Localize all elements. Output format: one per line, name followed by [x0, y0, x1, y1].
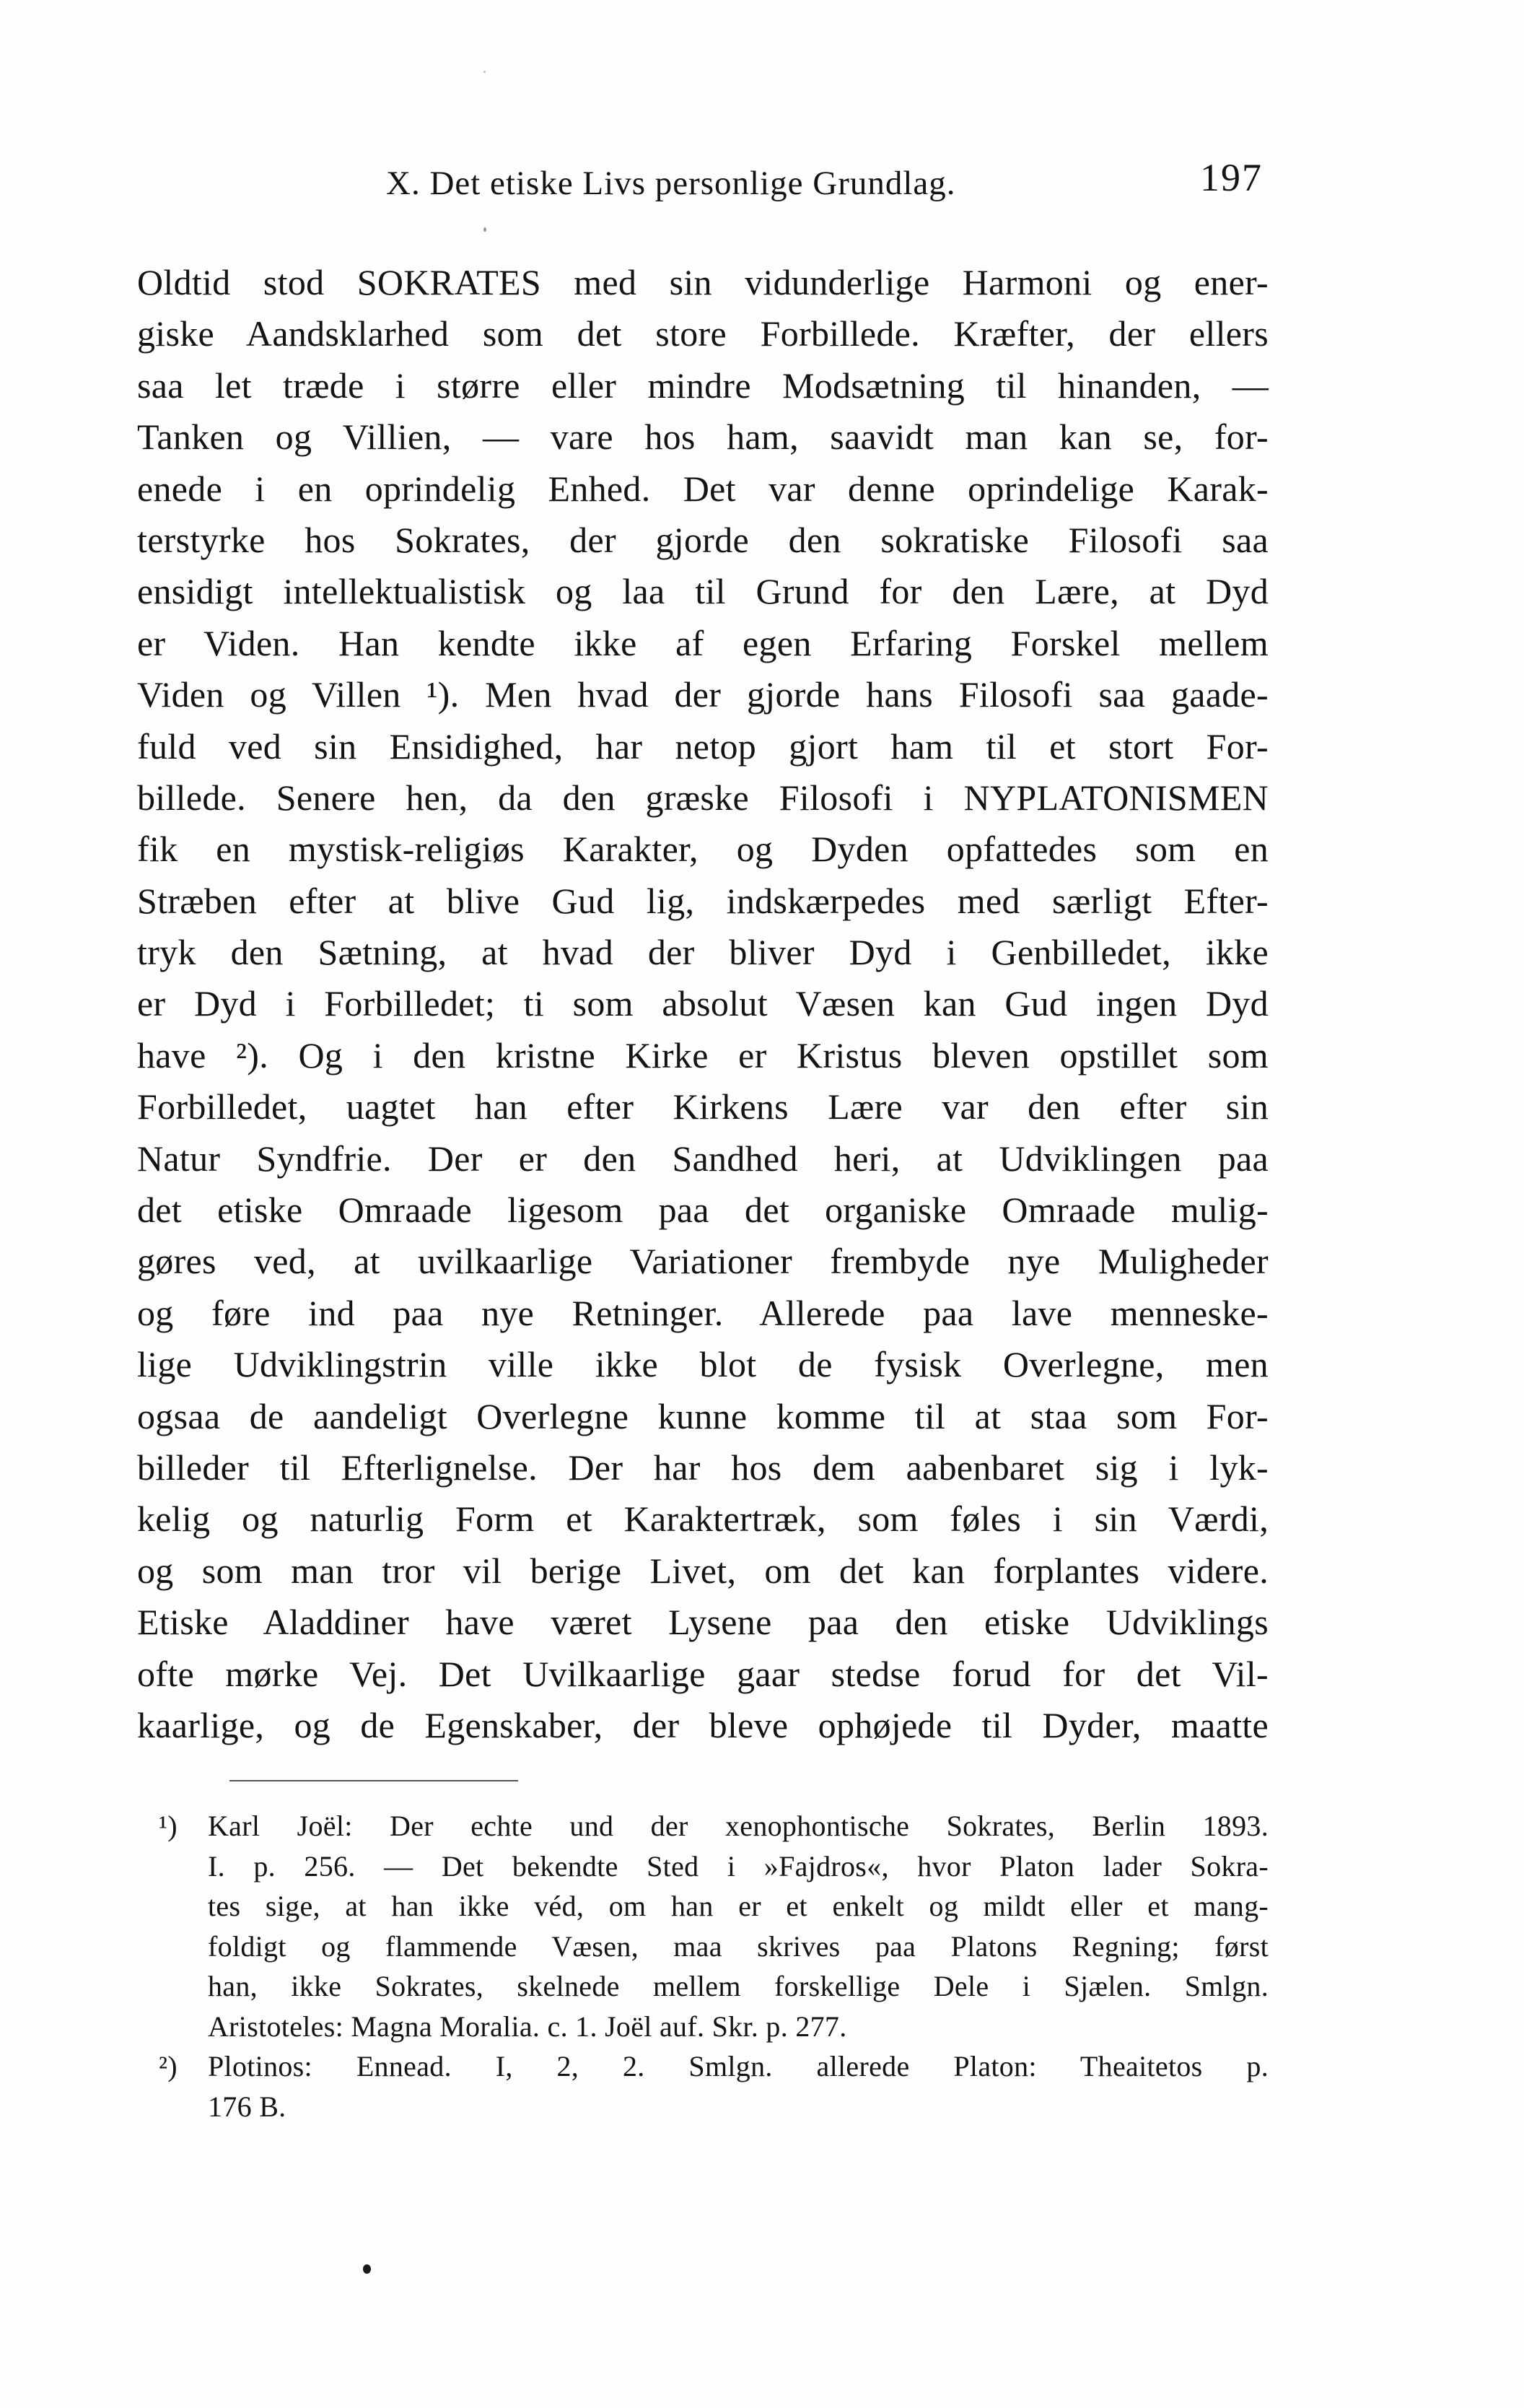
footnote-text: Plotinos: Ennead. I, 2, 2. Smlgn. allerede Platon: Theaitetos p. [208, 2050, 1269, 2082]
text-line: enede i en oprindelig Enhed. Det var denne oprindelige Karak- [137, 468, 1269, 509]
text-line: ensidigt intellektualistisk og laa til Grund for den Lære, at Dyd [137, 571, 1269, 612]
text-line: ogsaa de aandeligt Overlegne kunne komme til at staa som For- [137, 1395, 1269, 1436]
text-line: Viden og Villen ¹). Men hvad der gjorde hans Filosofi saa gaade- [137, 674, 1269, 715]
page-number: 197 [1200, 156, 1263, 199]
text-line: have ²). Og i den kristne Kirke er Kristus bleven opstillet som [137, 1034, 1269, 1076]
footnote-marker: ²) [159, 2050, 178, 2082]
text-line: og som man tror vil berige Livet, om det kan forplantes videre. [137, 1550, 1269, 1591]
text-line: gøres ved, at uvilkaarlige Variationer frembyde nye Muligheder [137, 1241, 1269, 1282]
body-text [137, 257, 1269, 1751]
text-line: giske Aandsklarhed som det store Forbillede. Kræfter, der ellers [137, 313, 1269, 354]
text-line: Etiske Aladdiner have været Lysene paa den etiske Udviklings [137, 1602, 1269, 1643]
text-line: kelig og naturlig Form et Karaktertræk, som føles i sin Værdi, [137, 1499, 1269, 1540]
footnote-line: han, ikke Sokrates, skelnede mellem forskellige Dele i Sjælen. Smlgn. [208, 1970, 1269, 2002]
text-line: billeder til Efterlignelse. Der har hos dem aabenbaret sig i lyk- [137, 1447, 1269, 1488]
text-line: er Viden. Han kendte ikke af egen Erfaring Forskel mellem [137, 622, 1269, 663]
text-line: Natur Syndfrie. Der er den Sandhed heri, at Udviklingen paa [137, 1138, 1269, 1179]
footnote-line: 176 B. [208, 2090, 286, 2123]
text-line: lige Udviklingstrin ville ikke blot de fysisk Overlegne, men [137, 1344, 1269, 1385]
ink-speck [363, 2264, 371, 2274]
footnote-1-first-line [137, 1806, 1269, 1846]
footnote-marker: ¹) [159, 1810, 178, 1842]
text-line: Oldtid stod SOKRATES med sin vidunderlige Harmoni og ener- [137, 262, 1269, 302]
footnote-line: tes sige, at han ikke véd, om han er et enkelt og mildt eller et mang- [208, 1890, 1269, 1922]
text-line: Stræben efter at blive Gud lig, indskærpedes med særligt Efter- [137, 880, 1269, 921]
footnote-line: Aristoteles: Magna Moralia. c. 1. Joël auf. Skr. p. 277. [208, 2010, 847, 2043]
footnotes [137, 1806, 1269, 2126]
text-line: billede. Senere hen, da den græske Filosofi i NYPLATONISMEN [137, 777, 1269, 818]
text-line: kaarlige, og de Egenskaber, der bleve ophøjede til Dyder, maatte [137, 1704, 1269, 1745]
text-line: terstyrke hos Sokrates, der gjorde den sokratiske Filosofi saa [137, 519, 1269, 560]
footnote-text: Karl Joël: Der echte und der xenophontische Sokrates, Berlin 1893. [208, 1810, 1269, 1842]
footnote-divider [229, 1780, 518, 1781]
running-title: X. Det etiske Livs personlige Grundlag. [386, 165, 956, 202]
text-line: tryk den Sætning, at hvad der bliver Dyd i Genbilledet, ikke [137, 932, 1269, 973]
text-line: Forbilledet, uagtet han efter Kirkens Lære var den efter sin [137, 1086, 1269, 1127]
text-line: fik en mystisk-religiøs Karakter, og Dyden opfattedes som en [137, 829, 1269, 870]
text-line: det etiske Omraade ligesom paa det organiske Omraade mulig- [137, 1190, 1269, 1231]
ink-speck [483, 227, 486, 232]
text-line: ofte mørke Vej. Det Uvilkaarlige gaar stedse forud for det Vil- [137, 1653, 1269, 1694]
footnote-2-first-line [137, 2046, 1269, 2087]
text-line: er Dyd i Forbilledet; ti som absolut Væsen kan Gud ingen Dyd [137, 983, 1269, 1024]
footnote-line: foldigt og flammende Væsen, maa skrives paa Platons Regning; først [208, 1929, 1269, 1963]
text-line: saa let træde i større eller mindre Modsætning til hinanden, — [137, 365, 1269, 406]
ink-speck [483, 71, 486, 73]
text-line: Tanken og Villien, — vare hos ham, saavidt man kan se, for- [137, 416, 1269, 458]
text-line: og føre ind paa nye Retninger. Allerede paa lave menneske- [137, 1292, 1269, 1333]
footnote-line: I. p. 256. — Det bekendte Sted i »Fajdros«, hvor Platon lader Sokra- [208, 1849, 1269, 1883]
text-line: fuld ved sin Ensidighed, har netop gjort ham til et stort For- [137, 725, 1269, 767]
running-head [137, 155, 1269, 206]
